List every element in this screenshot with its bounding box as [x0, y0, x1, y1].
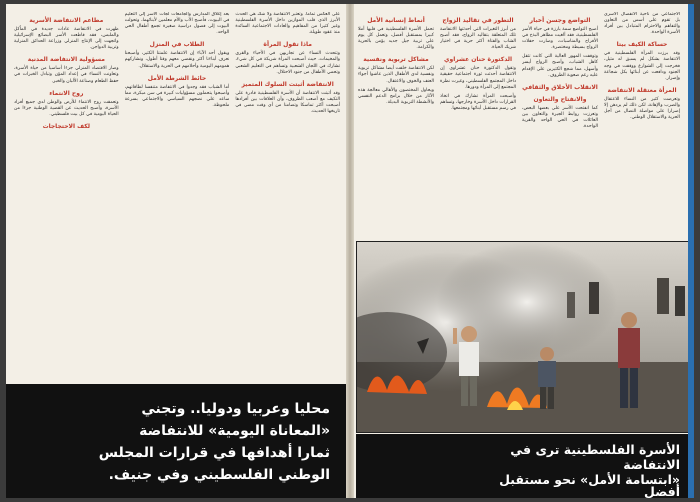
paragraph: وتوقفت المهور العالية التي كانت تثقل كاهل الشباب، وأصبح الزواج أيسر وأسهل، مما شجع الكثيرين على الإقدام عليه رغم صعوبة الظروف.: [522, 54, 598, 78]
banner-line: الانتفاضة: [623, 457, 680, 472]
right-col-1: [604, 12, 680, 236]
paragraph: وتتحدث النساء عن تجاربهن في الأحياء والقرى والمخيمات، حيث أصبحت المرأة شريكة في كل شيء، تشارك في اللجان الشعبية وتساهم في التعليم الشعبي وتحمي الأطفال من جنود الاحتلال.: [235, 51, 340, 75]
left-col-3: [14, 12, 119, 384]
subhead: مشاكل تربوية ونفسية: [363, 56, 429, 64]
banner-line: الوطني الفلسطيني وفي جنيف.: [108, 467, 330, 483]
subhead: روح الانتماء: [49, 89, 84, 97]
right-col-2: [522, 12, 598, 236]
left-col-1: [235, 12, 340, 384]
subhead: الانقلاب الأخلاق والثقافي: [522, 83, 598, 91]
banner-line: الأسرة الفلسطينية ترى في: [510, 442, 680, 457]
paragraph: كما انفتحت الأسر على بعضها البعض، وتعززت روابط الجيرة والتعاون بين العائلات في الحي الواحد والقرية الواحدة.: [522, 105, 598, 130]
subhead: الدكتورة حنان عشراوي: [443, 56, 513, 64]
subhead: التواضع وجسن أخبار: [529, 17, 591, 24]
left-col-2: [125, 12, 230, 384]
banner-line: أفضل: [644, 484, 680, 499]
paragraph: وأصبحت المرأة تشارك في اتخاذ القرارات داخل الأسرة وخارجها، وتساهم في رسم مستقبل أبنائها ومجتمعها.: [440, 93, 516, 111]
subhead: الطلاب في المنزل: [149, 41, 205, 49]
right-col-3: [440, 12, 516, 236]
paragraph: تحمل الأسرة الفلسطينية في قلبها أملا كبيرا بمستقبل أفضل، وتعمل كل يوم على تربية جيل جديد يؤمن بالحرية والكرامة.: [358, 27, 434, 51]
paragraph: لكن الانتفاضة خلفت أيضا مشاكل تربوية ونفسية لدى الأطفال الذين عاشوا أجواء العنف والخوف والاعتقال.: [358, 66, 434, 84]
paragraph: بعد إغلاق المدارس والجامعات لجأت الأسر إلى التعليم في البيوت، فأصبح الأب والأم معلمين لأبنائهما، وتحولت البيوت إلى فصول دراسية صغيرة تجمع أطفال الحي الواحد.: [124, 12, 230, 36]
page-edge-blue: [688, 4, 694, 498]
banner-line: «ابتسامة الأمل» نحو مستقبل: [499, 472, 680, 487]
photo-children-burning-tires: [356, 241, 694, 433]
headline-banner-left: [6, 384, 346, 498]
photo-illustration: [357, 242, 693, 432]
left-columns: [14, 12, 340, 384]
subhead: أنماط إنسانية الأمل: [367, 17, 425, 24]
paragraph: من أبرز التغيرات التي أحدثتها الانتفاضة تلك المتعلقة بتقاليد الزواج، فقد أصبح الشاب والفتاة أكثر حرية في اختيار شريك الحياة.: [440, 27, 516, 51]
paragraph: ظهرت في الانتفاضة عادات جديدة في المأكل والملبس، فقد قاطعت الأسر البضائع الإسرائيلية واتجهت إلى الإنتاج المنزلي وزراعة الحدائق المنزلية وتربية الدواجن.: [13, 27, 119, 51]
subhead: مطاعم الانتفاضة الأسرية: [29, 17, 104, 24]
subhead: الانتفاضة أثبتت السلوك المتميز: [241, 80, 334, 88]
paragraph: ويقول أحد الآباء إن الانتفاضة علمتنا الكثير، وأصبحنا نعرف أبناءنا أكثر ونقضي معهم وقتا أطول، ونشاركهم همومهم اليومية وأحلامهم في الحرية والاستقلال.: [124, 51, 230, 69]
subhead: التطور في تقاليد الزواج: [442, 17, 514, 24]
paragraph: على العكس تماما. وتعتبر الانتفاضة ولا شك هي الحدث الأبرز الذي قلب الموازين داخل الأسرة الفلسطينية وغير كثيرا من المفاهيم والعادات الاجتماعية السائدة منذ عقود طويلة.: [235, 12, 340, 36]
right-page: [354, 4, 694, 498]
paragraph: أما الشباب فقد وجدوا في الانتفاضة متنفسا لطاقاتهم، وأصبحوا يتحملون مسؤوليات كبيرة في سن مبكرة، مما ساعد على نضجهم السياسي والاجتماعي بسرعة ملحوظة.: [124, 84, 230, 108]
right-columns: [358, 12, 680, 236]
banner-line: «المعاناة اليومية» للانتفاضة: [139, 423, 330, 439]
page-spine: [346, 4, 354, 498]
subhead: مسؤولية الانتفاضة المدنية: [27, 56, 105, 64]
paragraph: أصبح التواضع سمة بارزة في حياة الأسر الفلسطينية، فقد ألغيت مظاهر البذخ في الأفراح والمناسبات، وصارت حفلات الزواج بسيطة ومختصرة.: [522, 27, 598, 51]
subhead: حائط الشرطة الأمل: [147, 74, 207, 82]
subhead: حساكة الكيف بيتا: [616, 41, 668, 49]
paragraph: ويحاول المختصون والأهالي معالجة هذه الآثار من خلال برامج الدعم النفسي والأنشطة التربوية البديلة.: [358, 87, 434, 105]
paragraph: وقد أثبتت الانتفاضة أن الأسرة الفلسطينية قادرة على التكيف مع أصعب الظروف، وأن العلاقات بين أفرادها أصبحت أكثر تماسكا وتضامنا من أي وقت مضى في تاريخها الحديث.: [235, 90, 340, 115]
left-page: [6, 4, 346, 498]
paragraph: وتعمقت روح الانتماء للأرض والوطن لدى جميع أفراد الأسرة، وأصبح الحديث عن القضية الوطنية جزءا من الحياة اليومية في كل بيت فلسطيني.: [13, 99, 119, 117]
subhead: والانفتاح والتعاون: [533, 95, 587, 103]
magazine-spread: [6, 4, 694, 498]
headline-banner-right-tail: [356, 486, 692, 498]
paragraph: الاجتماعي من ناحية الانفصال الأسري بل تقوم على أسس من التعاون والتفاهم والاحترام المتبادل بين أفراد الأسرة الواحدة.: [604, 12, 680, 36]
banner-line: محليا وعربيا ودوليا.. وتجني: [141, 401, 330, 417]
subhead: ماذا تقول المرأة: [263, 41, 312, 49]
paragraph: وصار الاقتصاد المنزلي جزءا أساسيا من حياة الأسرة، وتعاونت النساء في إعداد المؤن وتبادل الخبرات في حفظ الطعام وصناعة الألبان والخبز.: [13, 66, 119, 84]
banner-line: ثمارا أهدافها في قرارات المجلس: [98, 445, 330, 461]
right-col-4: [358, 12, 434, 236]
subhead: لكف الاحتجاجات: [42, 122, 91, 130]
subhead: المرأة معتقلة الانتفاضة: [607, 86, 677, 94]
paragraph: وتعرضت كثير من النساء للاعتقال والضرب والإهانة، لكن ذلك لم يزدهن إلا إصرارا على مواصلة النضال من أجل الحرية والاستقلال الوطني.: [604, 96, 680, 121]
paragraph: وتقول الدكتورة حنان عشراوي إن الانتفاضة أحدثت ثورة اجتماعية حقيقية داخل المجتمع الفلسطيني، وغيرت نظرة المجتمع إلى المرأة ودورها.: [440, 66, 516, 90]
paragraph: وقد برزت المرأة الفلسطينية في الانتفاضة بشكل لم يسبق له مثيل، فخرجت إلى الشوارع ووقفت في وجه الجنود ودافعت عن أبنائها بكل شجاعة وإصرار.: [604, 51, 680, 81]
